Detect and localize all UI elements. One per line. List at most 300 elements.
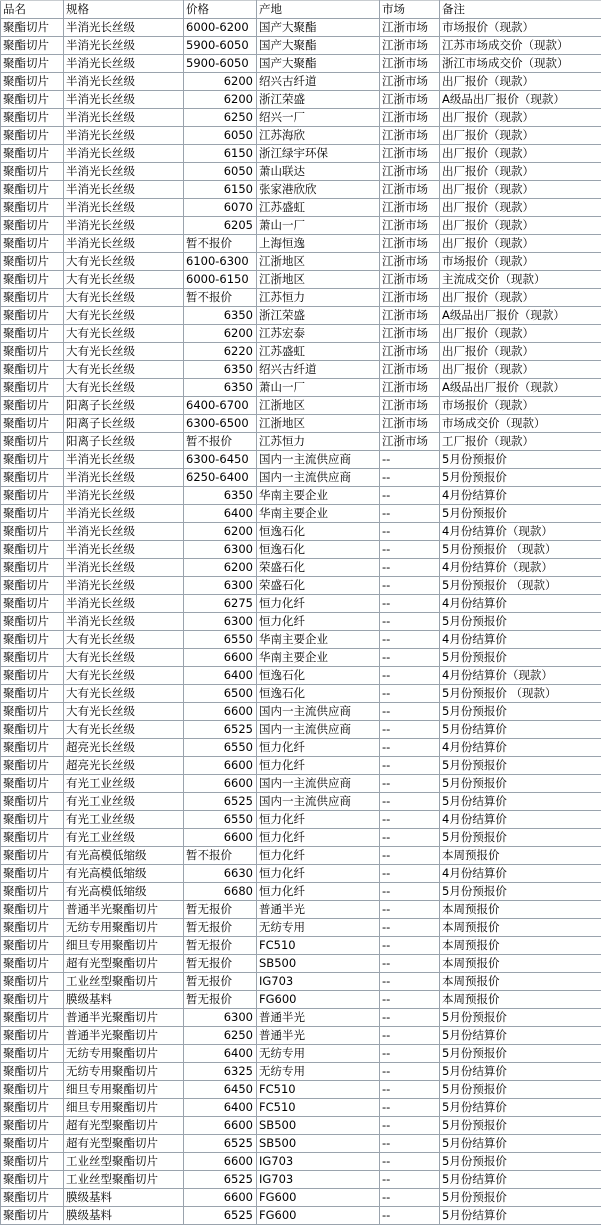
cell-remark[interactable]: 4月份结算价 bbox=[440, 595, 601, 613]
cell-origin[interactable]: 国内一主流供应商 bbox=[257, 703, 380, 721]
cell-price[interactable]: 6550 bbox=[184, 811, 257, 829]
cell-remark[interactable]: 5月份结算价 bbox=[440, 793, 601, 811]
cell-remark[interactable]: 出厂报价（现款） bbox=[440, 199, 601, 217]
cell-remark[interactable]: 4月份结算价（现款） bbox=[440, 559, 601, 577]
cell-market[interactable]: -- bbox=[380, 775, 440, 793]
cell-remark[interactable]: 出厂报价（现款） bbox=[440, 127, 601, 145]
cell-product-name[interactable]: 聚酯切片 bbox=[1, 1027, 64, 1045]
cell-product-name[interactable]: 聚酯切片 bbox=[1, 451, 64, 469]
cell-origin[interactable]: 普通半光 bbox=[257, 901, 380, 919]
cell-product-name[interactable]: 聚酯切片 bbox=[1, 289, 64, 307]
cell-price[interactable]: 6400 bbox=[184, 1045, 257, 1063]
cell-product-name[interactable]: 聚酯切片 bbox=[1, 487, 64, 505]
cell-remark[interactable]: 5月份预报价 bbox=[440, 829, 601, 847]
cell-market[interactable]: 江浙市场 bbox=[380, 343, 440, 361]
cell-spec[interactable]: 细旦专用聚酯切片 bbox=[64, 1099, 184, 1117]
cell-price[interactable]: 暂无报价 bbox=[184, 973, 257, 991]
cell-product-name[interactable]: 聚酯切片 bbox=[1, 919, 64, 937]
cell-price[interactable]: 6600 bbox=[184, 757, 257, 775]
cell-origin[interactable]: 恒力化纤 bbox=[257, 739, 380, 757]
cell-price[interactable]: 6600 bbox=[184, 775, 257, 793]
cell-price[interactable]: 暂无报价 bbox=[184, 901, 257, 919]
cell-spec[interactable]: 普通半光聚酯切片 bbox=[64, 1027, 184, 1045]
cell-market[interactable]: -- bbox=[380, 667, 440, 685]
cell-price[interactable]: 6300-6450 bbox=[184, 451, 257, 469]
cell-spec[interactable]: 大有光长丝级 bbox=[64, 253, 184, 271]
cell-price[interactable]: 暂无报价 bbox=[184, 991, 257, 1009]
cell-spec[interactable]: 有光工业丝级 bbox=[64, 793, 184, 811]
cell-spec[interactable]: 半消光长丝级 bbox=[64, 109, 184, 127]
cell-product-name[interactable]: 聚酯切片 bbox=[1, 1099, 64, 1117]
cell-origin[interactable]: 恒力化纤 bbox=[257, 757, 380, 775]
cell-market[interactable]: -- bbox=[380, 973, 440, 991]
cell-price[interactable]: 6275 bbox=[184, 595, 257, 613]
cell-spec[interactable]: 超有光型聚酯切片 bbox=[64, 955, 184, 973]
cell-origin[interactable]: 恒力化纤 bbox=[257, 829, 380, 847]
cell-spec[interactable]: 大有光长丝级 bbox=[64, 721, 184, 739]
cell-origin[interactable]: SB500 bbox=[257, 1135, 380, 1153]
cell-spec[interactable]: 半消光长丝级 bbox=[64, 595, 184, 613]
cell-product-name[interactable]: 聚酯切片 bbox=[1, 901, 64, 919]
cell-origin[interactable]: 国产大聚酯 bbox=[257, 55, 380, 73]
cell-remark[interactable]: 5月份结算价 bbox=[440, 1135, 601, 1153]
cell-remark[interactable]: 5月份预报价 （现款） bbox=[440, 685, 601, 703]
cell-product-name[interactable]: 聚酯切片 bbox=[1, 55, 64, 73]
cell-market[interactable]: -- bbox=[380, 523, 440, 541]
cell-spec[interactable]: 膜级基料 bbox=[64, 1207, 184, 1225]
cell-spec[interactable]: 大有光长丝级 bbox=[64, 289, 184, 307]
cell-product-name[interactable]: 聚酯切片 bbox=[1, 775, 64, 793]
cell-origin[interactable]: 江浙地区 bbox=[257, 271, 380, 289]
cell-product-name[interactable]: 聚酯切片 bbox=[1, 109, 64, 127]
cell-remark[interactable]: 5月份预报价 bbox=[440, 757, 601, 775]
cell-market[interactable]: 江浙市场 bbox=[380, 127, 440, 145]
cell-market[interactable]: 江浙市场 bbox=[380, 253, 440, 271]
cell-remark[interactable]: 5月份预报价 bbox=[440, 1189, 601, 1207]
cell-spec[interactable]: 半消光长丝级 bbox=[64, 613, 184, 631]
cell-origin[interactable]: 上海恒逸 bbox=[257, 235, 380, 253]
cell-product-name[interactable]: 聚酯切片 bbox=[1, 127, 64, 145]
cell-market[interactable]: 江浙市场 bbox=[380, 415, 440, 433]
cell-price[interactable]: 6680 bbox=[184, 883, 257, 901]
cell-origin[interactable]: FC510 bbox=[257, 1081, 380, 1099]
cell-price[interactable]: 6600 bbox=[184, 1189, 257, 1207]
cell-price[interactable]: 6300 bbox=[184, 541, 257, 559]
cell-spec[interactable]: 半消光长丝级 bbox=[64, 217, 184, 235]
cell-origin[interactable]: 江苏盛虹 bbox=[257, 199, 380, 217]
cell-product-name[interactable]: 聚酯切片 bbox=[1, 1153, 64, 1171]
cell-product-name[interactable]: 聚酯切片 bbox=[1, 937, 64, 955]
cell-remark[interactable]: 5月份预报价 bbox=[440, 469, 601, 487]
cell-market[interactable]: -- bbox=[380, 937, 440, 955]
cell-spec[interactable]: 有光高模低缩级 bbox=[64, 883, 184, 901]
cell-spec[interactable]: 细旦专用聚酯切片 bbox=[64, 937, 184, 955]
cell-remark[interactable]: 市场报价（现款） bbox=[440, 397, 601, 415]
cell-market[interactable]: 江浙市场 bbox=[380, 361, 440, 379]
cell-spec[interactable]: 半消光长丝级 bbox=[64, 19, 184, 37]
cell-spec[interactable]: 大有光长丝级 bbox=[64, 361, 184, 379]
cell-remark[interactable]: 5月份结算价 bbox=[440, 1063, 601, 1081]
cell-spec[interactable]: 有光工业丝级 bbox=[64, 811, 184, 829]
cell-price[interactable]: 6070 bbox=[184, 199, 257, 217]
cell-remark[interactable]: 出厂报价（现款） bbox=[440, 235, 601, 253]
cell-origin[interactable]: 国内一主流供应商 bbox=[257, 775, 380, 793]
cell-product-name[interactable]: 聚酯切片 bbox=[1, 91, 64, 109]
cell-remark[interactable]: 本周预报价 bbox=[440, 955, 601, 973]
cell-origin[interactable]: 绍兴古纤道 bbox=[257, 73, 380, 91]
cell-spec[interactable]: 无纺专用聚酯切片 bbox=[64, 919, 184, 937]
cell-product-name[interactable]: 聚酯切片 bbox=[1, 37, 64, 55]
cell-spec[interactable]: 阳离子长丝级 bbox=[64, 397, 184, 415]
cell-market[interactable]: -- bbox=[380, 793, 440, 811]
cell-spec[interactable]: 有光工业丝级 bbox=[64, 829, 184, 847]
cell-spec[interactable]: 大有光长丝级 bbox=[64, 307, 184, 325]
cell-origin[interactable]: FG600 bbox=[257, 1189, 380, 1207]
cell-spec[interactable]: 阳离子长丝级 bbox=[64, 433, 184, 451]
cell-market[interactable]: 江浙市场 bbox=[380, 55, 440, 73]
cell-price[interactable]: 6250 bbox=[184, 1027, 257, 1045]
cell-market[interactable]: -- bbox=[380, 1009, 440, 1027]
cell-market[interactable]: -- bbox=[380, 577, 440, 595]
cell-origin[interactable]: 恒力化纤 bbox=[257, 613, 380, 631]
cell-origin[interactable]: 绍兴一厂 bbox=[257, 109, 380, 127]
cell-product-name[interactable]: 聚酯切片 bbox=[1, 1189, 64, 1207]
cell-price[interactable]: 6150 bbox=[184, 181, 257, 199]
cell-price[interactable]: 6500 bbox=[184, 685, 257, 703]
cell-origin[interactable]: 无纺专用 bbox=[257, 919, 380, 937]
cell-price[interactable]: 暂无报价 bbox=[184, 919, 257, 937]
cell-remark[interactable]: 江苏市场成交价（现款） bbox=[440, 37, 601, 55]
cell-market[interactable]: -- bbox=[380, 847, 440, 865]
cell-remark[interactable]: 5月份预报价 bbox=[440, 1045, 601, 1063]
cell-product-name[interactable]: 聚酯切片 bbox=[1, 865, 64, 883]
cell-spec[interactable]: 无纺专用聚酯切片 bbox=[64, 1063, 184, 1081]
cell-product-name[interactable]: 聚酯切片 bbox=[1, 379, 64, 397]
cell-market[interactable]: -- bbox=[380, 883, 440, 901]
cell-spec[interactable]: 半消光长丝级 bbox=[64, 577, 184, 595]
cell-price[interactable]: 6550 bbox=[184, 739, 257, 757]
cell-price[interactable]: 暂不报价 bbox=[184, 433, 257, 451]
cell-product-name[interactable]: 聚酯切片 bbox=[1, 739, 64, 757]
cell-spec[interactable]: 无纺专用聚酯切片 bbox=[64, 1045, 184, 1063]
cell-price[interactable]: 暂不报价 bbox=[184, 289, 257, 307]
cell-market[interactable]: -- bbox=[380, 595, 440, 613]
cell-origin[interactable]: 国内一主流供应商 bbox=[257, 469, 380, 487]
cell-remark[interactable]: A级品出厂报价（现款） bbox=[440, 379, 601, 397]
cell-product-name[interactable]: 聚酯切片 bbox=[1, 217, 64, 235]
cell-origin[interactable]: 萧山一厂 bbox=[257, 217, 380, 235]
cell-spec[interactable]: 超有光型聚酯切片 bbox=[64, 1117, 184, 1135]
cell-origin[interactable]: IG703 bbox=[257, 1153, 380, 1171]
cell-origin[interactable]: 恒逸石化 bbox=[257, 523, 380, 541]
header-spec[interactable]: 规格 bbox=[64, 1, 184, 19]
cell-spec[interactable]: 工业丝型聚酯切片 bbox=[64, 1153, 184, 1171]
cell-remark[interactable]: 本周预报价 bbox=[440, 973, 601, 991]
cell-remark[interactable]: 5月份预报价 bbox=[440, 1117, 601, 1135]
cell-price[interactable]: 6300 bbox=[184, 613, 257, 631]
cell-origin[interactable]: FG600 bbox=[257, 991, 380, 1009]
cell-market[interactable]: -- bbox=[380, 901, 440, 919]
cell-product-name[interactable]: 聚酯切片 bbox=[1, 1207, 64, 1225]
cell-spec[interactable]: 阳离子长丝级 bbox=[64, 415, 184, 433]
cell-remark[interactable]: A级品出厂报价（现款） bbox=[440, 307, 601, 325]
cell-market[interactable]: -- bbox=[380, 739, 440, 757]
cell-origin[interactable]: 恒力化纤 bbox=[257, 847, 380, 865]
cell-market[interactable]: -- bbox=[380, 1189, 440, 1207]
cell-remark[interactable]: 出厂报价（现款） bbox=[440, 109, 601, 127]
cell-spec[interactable]: 超有光型聚酯切片 bbox=[64, 1135, 184, 1153]
cell-spec[interactable]: 大有光长丝级 bbox=[64, 667, 184, 685]
cell-product-name[interactable]: 聚酯切片 bbox=[1, 577, 64, 595]
cell-product-name[interactable]: 聚酯切片 bbox=[1, 505, 64, 523]
cell-price[interactable]: 6550 bbox=[184, 631, 257, 649]
cell-remark[interactable]: 本周预报价 bbox=[440, 937, 601, 955]
cell-remark[interactable]: 5月份预报价 （现款） bbox=[440, 577, 601, 595]
cell-price[interactable]: 6525 bbox=[184, 793, 257, 811]
cell-origin[interactable]: 华南主要企业 bbox=[257, 631, 380, 649]
cell-spec[interactable]: 半消光长丝级 bbox=[64, 559, 184, 577]
cell-price[interactable]: 6600 bbox=[184, 1117, 257, 1135]
cell-remark[interactable]: 出厂报价（现款） bbox=[440, 343, 601, 361]
cell-origin[interactable]: 恒力化纤 bbox=[257, 595, 380, 613]
cell-market[interactable]: -- bbox=[380, 955, 440, 973]
cell-origin[interactable]: 普通半光 bbox=[257, 1009, 380, 1027]
cell-market[interactable]: -- bbox=[380, 505, 440, 523]
cell-price[interactable]: 6250-6400 bbox=[184, 469, 257, 487]
cell-spec[interactable]: 有光高模低缩级 bbox=[64, 865, 184, 883]
cell-market[interactable]: 江浙市场 bbox=[380, 109, 440, 127]
cell-market[interactable]: 江浙市场 bbox=[380, 37, 440, 55]
cell-price[interactable]: 6300-6500 bbox=[184, 415, 257, 433]
cell-remark[interactable]: 5月份结算价 bbox=[440, 1099, 601, 1117]
cell-spec[interactable]: 半消光长丝级 bbox=[64, 181, 184, 199]
cell-product-name[interactable]: 聚酯切片 bbox=[1, 721, 64, 739]
cell-spec[interactable]: 半消光长丝级 bbox=[64, 37, 184, 55]
header-price[interactable]: 价格 bbox=[184, 1, 257, 19]
cell-remark[interactable]: 出厂报价（现款） bbox=[440, 217, 601, 235]
cell-remark[interactable]: 出厂报价（现款） bbox=[440, 325, 601, 343]
cell-remark[interactable]: 5月份预报价 bbox=[440, 1153, 601, 1171]
cell-product-name[interactable]: 聚酯切片 bbox=[1, 523, 64, 541]
cell-product-name[interactable]: 聚酯切片 bbox=[1, 649, 64, 667]
cell-spec[interactable]: 大有光长丝级 bbox=[64, 685, 184, 703]
cell-remark[interactable]: 5月份预报价 bbox=[440, 883, 601, 901]
cell-price[interactable]: 6400 bbox=[184, 505, 257, 523]
cell-spec[interactable]: 半消光长丝级 bbox=[64, 127, 184, 145]
cell-spec[interactable]: 大有光长丝级 bbox=[64, 343, 184, 361]
cell-remark[interactable]: 市场成交价（现款） bbox=[440, 415, 601, 433]
cell-product-name[interactable]: 聚酯切片 bbox=[1, 163, 64, 181]
cell-market[interactable]: -- bbox=[380, 1207, 440, 1225]
cell-remark[interactable]: 出厂报价（现款） bbox=[440, 145, 601, 163]
cell-price[interactable]: 6350 bbox=[184, 487, 257, 505]
cell-remark[interactable]: 4月份结算价 bbox=[440, 487, 601, 505]
cell-origin[interactable]: 普通半光 bbox=[257, 1027, 380, 1045]
cell-spec[interactable]: 半消光长丝级 bbox=[64, 199, 184, 217]
cell-market[interactable]: -- bbox=[380, 919, 440, 937]
cell-market[interactable]: -- bbox=[380, 487, 440, 505]
cell-product-name[interactable]: 聚酯切片 bbox=[1, 595, 64, 613]
cell-market[interactable]: -- bbox=[380, 1027, 440, 1045]
cell-remark[interactable]: 出厂报价（现款） bbox=[440, 289, 601, 307]
cell-product-name[interactable]: 聚酯切片 bbox=[1, 1117, 64, 1135]
cell-remark[interactable]: 出厂报价（现款） bbox=[440, 361, 601, 379]
cell-spec[interactable]: 大有光长丝级 bbox=[64, 703, 184, 721]
cell-price[interactable]: 6350 bbox=[184, 361, 257, 379]
cell-market[interactable]: -- bbox=[380, 559, 440, 577]
cell-market[interactable]: -- bbox=[380, 1063, 440, 1081]
cell-market[interactable]: 江浙市场 bbox=[380, 19, 440, 37]
cell-market[interactable]: 江浙市场 bbox=[380, 235, 440, 253]
cell-product-name[interactable]: 聚酯切片 bbox=[1, 325, 64, 343]
cell-origin[interactable]: 恒力化纤 bbox=[257, 865, 380, 883]
cell-remark[interactable]: 5月份预报价 bbox=[440, 1009, 601, 1027]
cell-origin[interactable]: 江浙地区 bbox=[257, 397, 380, 415]
cell-market[interactable]: 江浙市场 bbox=[380, 199, 440, 217]
cell-product-name[interactable]: 聚酯切片 bbox=[1, 541, 64, 559]
cell-price[interactable]: 6100-6300 bbox=[184, 253, 257, 271]
cell-origin[interactable]: 恒逸石化 bbox=[257, 541, 380, 559]
cell-origin[interactable]: 浙江绿宇环保 bbox=[257, 145, 380, 163]
cell-price[interactable]: 6200 bbox=[184, 91, 257, 109]
cell-market[interactable]: -- bbox=[380, 1099, 440, 1117]
cell-price[interactable]: 6400 bbox=[184, 667, 257, 685]
cell-spec[interactable]: 半消光长丝级 bbox=[64, 487, 184, 505]
cell-origin[interactable]: 国内一主流供应商 bbox=[257, 721, 380, 739]
cell-origin[interactable]: IG703 bbox=[257, 1171, 380, 1189]
cell-remark[interactable]: 5月份预报价 bbox=[440, 505, 601, 523]
cell-market[interactable]: -- bbox=[380, 1081, 440, 1099]
cell-market[interactable]: -- bbox=[380, 721, 440, 739]
cell-market[interactable]: -- bbox=[380, 1153, 440, 1171]
cell-market[interactable]: -- bbox=[380, 685, 440, 703]
cell-remark[interactable]: A级品出厂报价（现款） bbox=[440, 91, 601, 109]
cell-market[interactable]: -- bbox=[380, 865, 440, 883]
cell-market[interactable]: 江浙市场 bbox=[380, 289, 440, 307]
cell-remark[interactable]: 4月份结算价 bbox=[440, 631, 601, 649]
cell-price[interactable]: 暂无报价 bbox=[184, 955, 257, 973]
cell-origin[interactable]: 江苏盛虹 bbox=[257, 343, 380, 361]
cell-spec[interactable]: 膜级基料 bbox=[64, 991, 184, 1009]
cell-remark[interactable]: 4月份结算价 bbox=[440, 865, 601, 883]
cell-product-name[interactable]: 聚酯切片 bbox=[1, 991, 64, 1009]
cell-market[interactable]: 江浙市场 bbox=[380, 91, 440, 109]
cell-product-name[interactable]: 聚酯切片 bbox=[1, 811, 64, 829]
cell-remark[interactable]: 5月份预报价 bbox=[440, 703, 601, 721]
cell-market[interactable]: -- bbox=[380, 613, 440, 631]
cell-price[interactable]: 暂无报价 bbox=[184, 937, 257, 955]
cell-origin[interactable]: 华南主要企业 bbox=[257, 649, 380, 667]
cell-spec[interactable]: 半消光长丝级 bbox=[64, 505, 184, 523]
cell-market[interactable]: -- bbox=[380, 1171, 440, 1189]
cell-spec[interactable]: 超亮光长丝级 bbox=[64, 757, 184, 775]
cell-market[interactable]: 江浙市场 bbox=[380, 379, 440, 397]
cell-market[interactable]: 江浙市场 bbox=[380, 325, 440, 343]
cell-spec[interactable]: 半消光长丝级 bbox=[64, 523, 184, 541]
cell-price[interactable]: 6450 bbox=[184, 1081, 257, 1099]
cell-remark[interactable]: 5月份结算价 bbox=[440, 1207, 601, 1225]
cell-product-name[interactable]: 聚酯切片 bbox=[1, 145, 64, 163]
cell-spec[interactable]: 半消光长丝级 bbox=[64, 163, 184, 181]
cell-spec[interactable]: 半消光长丝级 bbox=[64, 451, 184, 469]
cell-price[interactable]: 6350 bbox=[184, 379, 257, 397]
cell-price[interactable]: 5900-6050 bbox=[184, 55, 257, 73]
cell-market[interactable]: 江浙市场 bbox=[380, 271, 440, 289]
cell-price[interactable]: 6200 bbox=[184, 325, 257, 343]
cell-product-name[interactable]: 聚酯切片 bbox=[1, 19, 64, 37]
cell-price[interactable]: 6250 bbox=[184, 109, 257, 127]
cell-product-name[interactable]: 聚酯切片 bbox=[1, 361, 64, 379]
cell-market[interactable]: 江浙市场 bbox=[380, 217, 440, 235]
cell-remark[interactable]: 本周预报价 bbox=[440, 919, 601, 937]
cell-spec[interactable]: 半消光长丝级 bbox=[64, 469, 184, 487]
cell-price[interactable]: 6000-6200 bbox=[184, 19, 257, 37]
cell-origin[interactable]: 江苏恒力 bbox=[257, 433, 380, 451]
cell-origin[interactable]: FG600 bbox=[257, 1207, 380, 1225]
cell-market[interactable]: -- bbox=[380, 631, 440, 649]
cell-origin[interactable]: 恒逸石化 bbox=[257, 685, 380, 703]
cell-remark[interactable]: 市场报价（现款） bbox=[440, 19, 601, 37]
cell-product-name[interactable]: 聚酯切片 bbox=[1, 955, 64, 973]
cell-price[interactable]: 6400 bbox=[184, 1099, 257, 1117]
cell-product-name[interactable]: 聚酯切片 bbox=[1, 469, 64, 487]
cell-origin[interactable]: 无纺专用 bbox=[257, 1063, 380, 1081]
cell-origin[interactable]: SB500 bbox=[257, 1117, 380, 1135]
cell-market[interactable]: -- bbox=[380, 1045, 440, 1063]
cell-product-name[interactable]: 聚酯切片 bbox=[1, 271, 64, 289]
cell-remark[interactable]: 5月份结算价 bbox=[440, 721, 601, 739]
cell-price[interactable]: 6050 bbox=[184, 163, 257, 181]
cell-product-name[interactable]: 聚酯切片 bbox=[1, 757, 64, 775]
cell-origin[interactable]: 恒逸石化 bbox=[257, 667, 380, 685]
cell-product-name[interactable]: 聚酯切片 bbox=[1, 343, 64, 361]
cell-origin[interactable]: IG703 bbox=[257, 973, 380, 991]
cell-origin[interactable]: 华南主要企业 bbox=[257, 505, 380, 523]
cell-price[interactable]: 6050 bbox=[184, 127, 257, 145]
cell-product-name[interactable]: 聚酯切片 bbox=[1, 703, 64, 721]
cell-price[interactable]: 6600 bbox=[184, 649, 257, 667]
cell-price[interactable]: 6300 bbox=[184, 577, 257, 595]
cell-remark[interactable]: 5月份预报价 bbox=[440, 775, 601, 793]
cell-origin[interactable]: 恒力化纤 bbox=[257, 811, 380, 829]
cell-product-name[interactable]: 聚酯切片 bbox=[1, 1081, 64, 1099]
header-remark[interactable]: 备注 bbox=[440, 1, 601, 19]
cell-spec[interactable]: 普通半光聚酯切片 bbox=[64, 901, 184, 919]
cell-product-name[interactable]: 聚酯切片 bbox=[1, 847, 64, 865]
cell-spec[interactable]: 大有光长丝级 bbox=[64, 379, 184, 397]
cell-price[interactable]: 6325 bbox=[184, 1063, 257, 1081]
header-origin[interactable]: 产地 bbox=[257, 1, 380, 19]
cell-market[interactable]: -- bbox=[380, 703, 440, 721]
cell-origin[interactable]: 绍兴古纤道 bbox=[257, 361, 380, 379]
cell-origin[interactable]: FC510 bbox=[257, 1099, 380, 1117]
cell-market[interactable]: 江浙市场 bbox=[380, 433, 440, 451]
cell-spec[interactable]: 半消光长丝级 bbox=[64, 91, 184, 109]
header-product-name[interactable]: 品名 bbox=[1, 1, 64, 19]
cell-origin[interactable]: 江浙地区 bbox=[257, 415, 380, 433]
cell-market[interactable]: 江浙市场 bbox=[380, 163, 440, 181]
cell-spec[interactable]: 半消光长丝级 bbox=[64, 541, 184, 559]
cell-market[interactable]: -- bbox=[380, 649, 440, 667]
cell-market[interactable]: 江浙市场 bbox=[380, 73, 440, 91]
cell-product-name[interactable]: 聚酯切片 bbox=[1, 397, 64, 415]
cell-spec[interactable]: 细旦专用聚酯切片 bbox=[64, 1081, 184, 1099]
cell-origin[interactable]: 华南主要企业 bbox=[257, 487, 380, 505]
cell-price[interactable]: 6525 bbox=[184, 721, 257, 739]
cell-spec[interactable]: 大有光长丝级 bbox=[64, 649, 184, 667]
cell-remark[interactable]: 5月份结算价 bbox=[440, 1027, 601, 1045]
cell-origin[interactable]: 荣盛石化 bbox=[257, 577, 380, 595]
